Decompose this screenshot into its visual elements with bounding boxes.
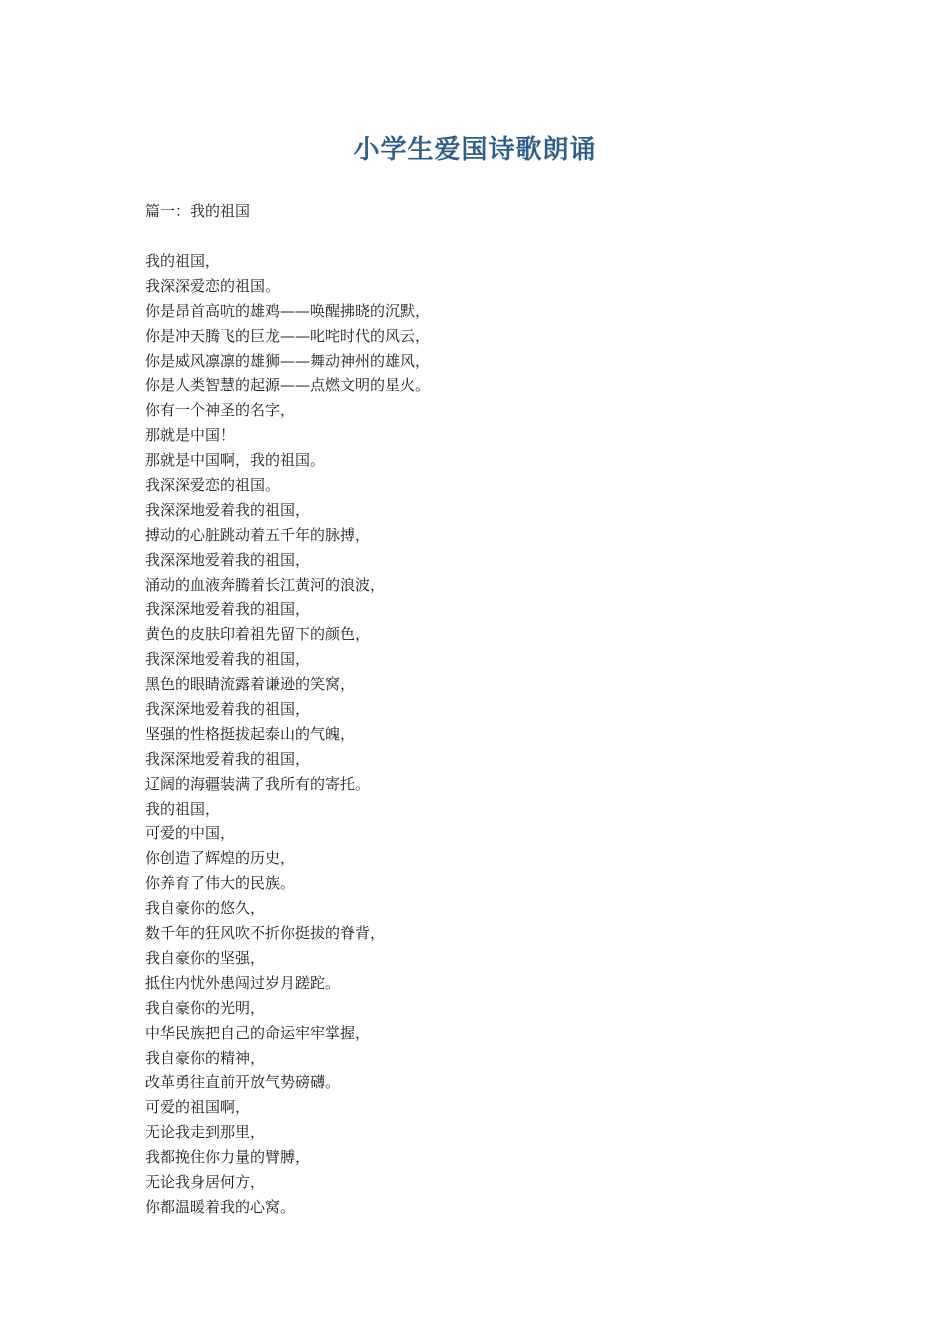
document-title: 小学生爱国诗歌朗诵 (353, 135, 597, 165)
section-heading: 篇一：我的祖国 (145, 202, 251, 220)
poem-line: 我深深地爱着我的祖国， (145, 650, 311, 669)
poem-line: 你都温暖着我的心窝。 (145, 1197, 296, 1216)
poem-line: 涌动的血液奔腾着长江黄河的浪波， (145, 575, 386, 594)
poem-line: 你有一个神圣的名字， (145, 401, 296, 420)
poem-line: 搏动的心脏跳动着五千年的脉搏， (145, 525, 371, 544)
poem-line: 我自豪你的坚强， (145, 948, 266, 967)
poem-line: 可爱的祖国啊， (145, 1098, 251, 1117)
poem-line: 我自豪你的光明， (145, 998, 266, 1017)
poem-line: 我深深爱恋的祖国。 (145, 476, 281, 495)
poem-line: 那就是中国啊，我的祖国。 (145, 451, 326, 470)
poem-line: 你是昂首高吭的雄鸡——唤醒拂晓的沉默， (145, 301, 431, 320)
poem-line: 我深深地爱着我的祖国， (145, 700, 311, 719)
poem-line: 你创造了辉煌的历史， (145, 849, 296, 868)
poem-line: 那就是中国！ (145, 426, 236, 445)
poem-line: 我都挽住你力量的臂膊， (145, 1148, 311, 1167)
poem-line: 我的祖国， (145, 799, 221, 818)
poem-line: 无论我身居何方， (145, 1172, 266, 1191)
poem-line: 你养育了伟大的民族。 (145, 874, 296, 893)
poem-line: 改革勇往直前开放气势磅礴。 (145, 1073, 341, 1092)
poem-line: 我自豪你的悠久， (145, 899, 266, 918)
poem-line: 黑色的眼睛流露着谦逊的笑窝， (145, 675, 356, 694)
poem-line: 你是冲天腾飞的巨龙——叱咤时代的风云， (145, 326, 431, 345)
poem-line: 我深深地爱着我的祖国， (145, 600, 311, 619)
poem-line: 数千年的狂风吹不折你挺拔的脊背， (145, 924, 386, 943)
poem-line: 坚强的性格挺拔起泰山的气魄， (145, 724, 356, 743)
poem-line: 中华民族把自己的命运牢牢掌握， (145, 1023, 371, 1042)
poem-body (145, 249, 430, 1220)
poem-line: 无论我走到那里， (145, 1123, 266, 1142)
poem-line: 我深深地爱着我的祖国， (145, 500, 311, 519)
poem-line: 我的祖国， (145, 252, 221, 270)
poem-line: 我自豪你的精神， (145, 1048, 266, 1067)
poem-line: 你是人类智慧的起源——点燃文明的星火。 (145, 376, 431, 395)
poem-line: 我深深地爱着我的祖国， (145, 749, 311, 768)
poem-line: 我深深爱恋的祖国。 (145, 276, 281, 295)
poem-line: 抵住内忧外患闯过岁月蹉跎。 (145, 973, 341, 992)
poem-line: 可爱的中国， (145, 824, 236, 843)
poem-line: 辽阔的海疆装满了我所有的寄托。 (145, 774, 371, 793)
poem-line: 黄色的皮肤印着祖先留下的颜色， (145, 625, 371, 644)
poem-line: 你是威风凛凛的雄狮——舞动神州的雄风， (145, 351, 431, 370)
poem-line: 我深深地爱着我的祖国， (145, 550, 311, 569)
